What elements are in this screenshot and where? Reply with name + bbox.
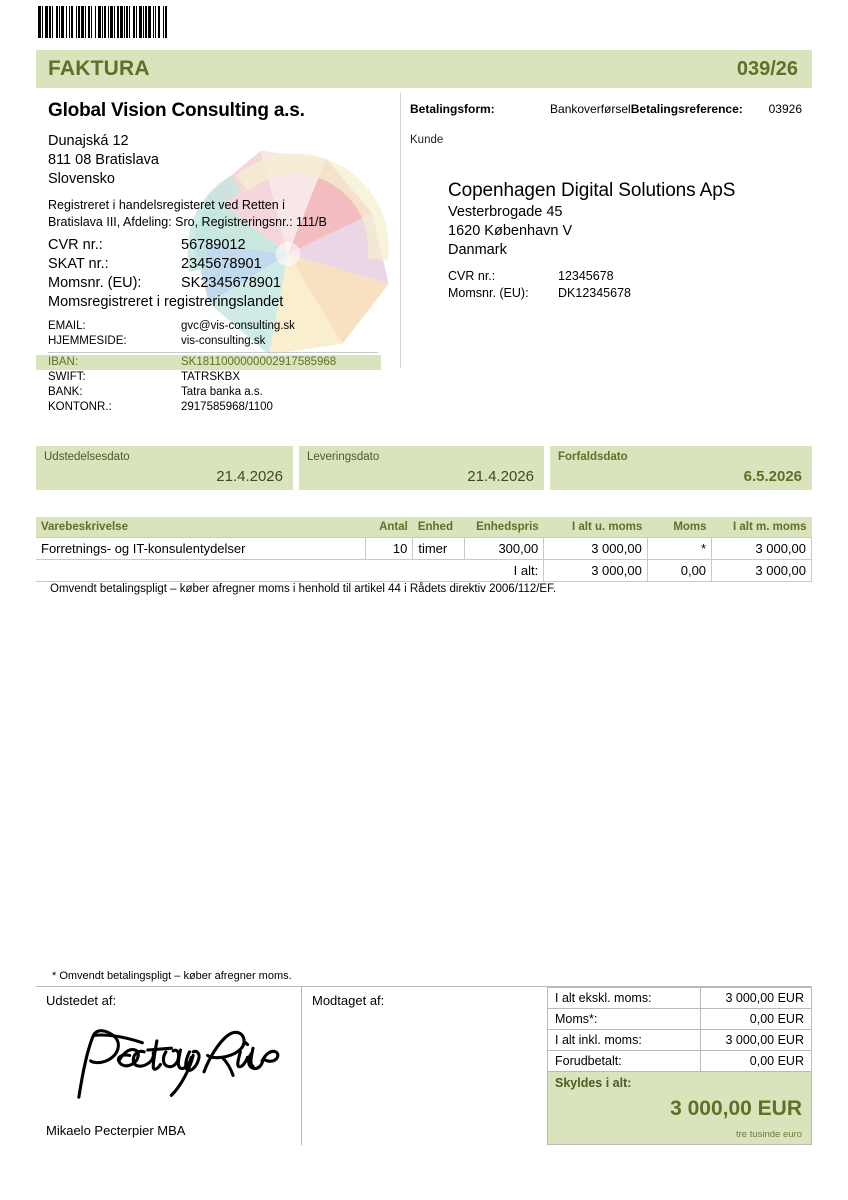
bank-value: TATRSKBX [181,371,240,383]
customer-address-line: Vesterbrogade 45 [448,204,563,220]
supplier-address-line: 811 08 Bratislava [48,152,159,168]
vat-footnote: * Omvendt betalingspligt – køber afregner moms. [52,970,292,982]
supplier-registration-note [36,189,400,236]
payment-reference-value: 03926 [768,102,802,116]
prepaid-label: Forudbetalt: [548,1051,700,1072]
bank-row-iban [36,355,381,370]
issue-date-cell [36,446,293,490]
issued-by-label: Udstedet af: [46,993,117,1008]
page-title: FAKTURA [48,57,150,80]
supplier-id-label: CVR nr.: [48,237,103,253]
col-header-description: Varebeskrivelse [36,517,366,538]
totals-row [548,1030,812,1051]
prepaid-value: 0,00 EUR [700,1051,812,1072]
received-by-label: Modtaget af: [312,993,385,1008]
invoice-footer [36,987,812,1145]
totals-table [548,987,812,1072]
supplier-vat-note: Momsregistreret i registreringslandet [48,294,284,310]
col-header-vat: Moms [647,517,711,538]
contact-value: vis-consulting.sk [181,335,266,347]
customer-identifiers [448,260,812,302]
totals-row [548,1051,812,1072]
customer-address-line: Danmark [448,242,507,258]
bank-row-account [48,400,400,415]
supplier-id-row [48,236,400,255]
supplier-id-value: SK2345678901 [181,275,281,291]
customer-address-line: 1620 København V [448,223,573,239]
delivery-date-value: 21.4.2026 [467,468,534,485]
supplier-address-line: Slovensko [48,171,115,187]
payment-info-row [400,92,812,116]
supplier-id-value: 2345678901 [181,256,262,272]
supplier-block [36,92,400,415]
col-header-unit: Enhed [413,517,464,538]
received-by-section [302,987,548,1145]
payment-form-value: Bankoverførsel [550,102,631,116]
supplier-name: Global Vision Consulting a.s. [48,100,305,121]
total-net: 3 000,00 [544,560,648,582]
reverse-charge-note: Omvendt betalingspligt – køber afregner moms i henhold til artikel 44 i Rådets direktiv 2006/112/EF. [50,583,557,595]
supplier-id-row [48,274,400,293]
bank-value: Tatra banka a.s. [181,386,263,398]
totals-row [548,988,812,1009]
bank-label: SWIFT: [48,371,86,383]
total-vat-label: Moms*: [548,1009,700,1030]
total-ex-vat-value: 3 000,00 EUR [700,988,812,1009]
total-vat-value: 0,00 EUR [700,1009,812,1030]
customer-id-label: Momsnr. (EU): [448,286,529,300]
total-vat: 0,00 [647,560,711,582]
supplier-identifiers [36,236,400,293]
bank-row-bank [48,385,400,400]
invoice-barcode [38,6,184,38]
customer-address [448,203,812,260]
bank-label: BANK: [48,386,83,398]
contact-label: HJEMMESIDE: [48,335,127,347]
payment-reference [631,102,802,116]
total-inc-vat-value: 3 000,00 EUR [700,1030,812,1051]
registration-line: Registreret i handelsregisteret ved Retten i [48,198,285,212]
amount-due-label: Skyldes i alt: [555,1076,632,1090]
customer-id-value: DK12345678 [558,286,631,300]
supplier-address [36,132,400,189]
invoice-title-band [36,50,812,88]
cell-vat: * [647,538,711,560]
bank-value: SK1811000000002917585968 [181,356,337,368]
col-header-net: I alt u. moms [544,517,648,538]
cell-net: 3 000,00 [544,538,648,560]
table-row [36,538,812,560]
bank-label: IBAN: [48,356,79,368]
table-header-row [36,517,812,538]
customer-name: Copenhagen Digital Solutions ApS [448,180,736,201]
invoice-dates-bar [36,446,812,490]
payment-form [410,102,631,116]
delivery-date-cell [299,446,544,490]
supplier-id-label: Momsnr. (EU): [48,275,142,291]
due-date-cell [550,446,812,490]
customer-id-label: CVR nr.: [448,269,496,283]
cell-unit-price: 300,00 [464,538,543,560]
cell-description: Forretnings- og IT-konsulentydelser [36,538,366,560]
supplier-id-row [48,255,400,274]
due-date-value: 6.5.2026 [743,468,802,485]
issued-by-section [36,987,302,1145]
supplier-id-value: 56789012 [181,237,246,253]
customer-id-row [448,268,812,285]
bank-row-swift [48,370,400,385]
issue-date-label: Udstedelsesdato [44,451,130,463]
invoice-number: 039/26 [736,57,798,80]
col-header-gross: I alt m. moms [712,517,812,538]
customer-block [400,92,812,302]
due-date-label: Forfaldsdato [558,451,628,463]
bank-label: KONTONR.: [48,401,112,413]
bank-value: 2917585968/1100 [181,401,273,413]
issue-date-value: 21.4.2026 [216,468,283,485]
contact-row [48,334,400,349]
total-inc-vat-label: I alt inkl. moms: [548,1030,700,1051]
registration-line: Bratislava III, Afdeling: Sro, Registreringsnr.: 111/B [48,214,327,229]
amount-due-value: 3 000,00 EUR [670,1097,802,1120]
col-header-quantity: Antal [366,517,413,538]
cell-gross: 3 000,00 [712,538,812,560]
total-gross: 3 000,00 [712,560,812,582]
totals-summary [548,987,812,1145]
signature-image [62,1021,288,1099]
supplier-bank-details [36,353,400,415]
cell-unit: timer [413,538,464,560]
customer-section-label: Kunde [410,134,444,146]
payment-reference-label: Betalingsreference: [630,102,743,116]
contact-label: EMAIL: [48,320,86,332]
amount-due-in-words: tre tusinde euro [735,1129,802,1140]
customer-id-row [448,285,812,302]
payment-form-label: Betalingsform: [410,102,495,116]
customer-id-value: 12345678 [558,269,614,283]
amount-due-box [548,1072,812,1145]
total-ex-vat-label: I alt ekskl. moms: [548,988,700,1009]
barcode-bars [38,6,184,38]
signatory-name: Mikaelo Pecterpier MBA [46,1123,186,1138]
supplier-contact [36,312,400,352]
delivery-date-label: Leveringsdato [307,451,380,463]
supplier-address-line: Dunajská 12 [48,133,129,149]
line-items-table [36,517,812,582]
contact-row [48,319,400,334]
total-label: I alt: [36,560,544,582]
contact-value: gvc@vis-consulting.sk [181,320,295,332]
customer-details [400,146,812,302]
col-header-unit-price: Enhedspris [464,517,543,538]
supplier-id-label: SKAT nr.: [48,256,109,272]
totals-row [548,1009,812,1030]
table-total-row [36,560,812,582]
cell-quantity: 10 [366,538,413,560]
